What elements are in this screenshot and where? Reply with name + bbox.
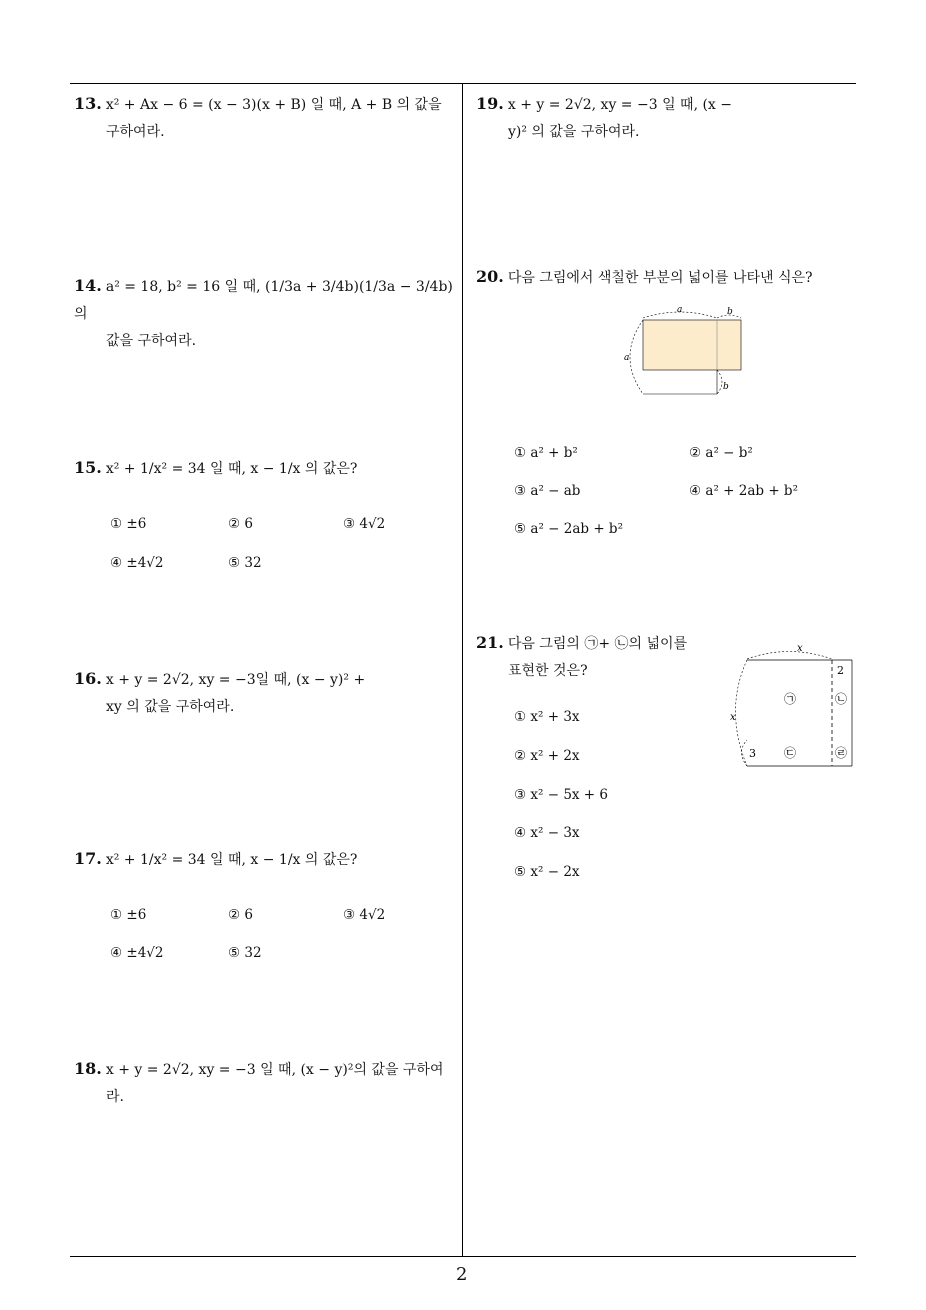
q20-figure bbox=[615, 300, 750, 400]
region-4: ㉣ bbox=[835, 746, 848, 760]
label-left: a bbox=[624, 353, 630, 363]
question-text: x + y = 2√2, xy = −3 일 때, (x − y)²의 값을 구하여 bbox=[105, 1062, 444, 1078]
label-bottom-left: 3 bbox=[749, 747, 756, 760]
question-text: x² + 1/x² = 34 일 때, x − 1/x 의 값은? bbox=[105, 461, 358, 477]
choice-4[interactable]: ④ ±4√2 bbox=[110, 945, 164, 961]
choice-4[interactable]: ④ x² − 3x bbox=[514, 825, 580, 841]
label-left: x bbox=[730, 712, 736, 723]
question-16 bbox=[74, 665, 458, 721]
region-3: ㉢ bbox=[784, 746, 797, 760]
question-number: 15. bbox=[74, 458, 102, 477]
choice-3[interactable]: ③ a² − ab bbox=[514, 483, 581, 499]
page-number: 2 bbox=[456, 1264, 468, 1285]
choice-1[interactable]: ① ±6 bbox=[110, 516, 147, 532]
question-15 bbox=[74, 454, 458, 483]
question-number: 21. bbox=[476, 633, 504, 652]
question-text: x + y = 2√2, xy = −3 일 때, (x − bbox=[507, 97, 733, 113]
left-brace bbox=[630, 320, 643, 394]
region-2: ㉡ bbox=[835, 692, 848, 706]
question-20 bbox=[476, 263, 858, 292]
label-top: a bbox=[677, 305, 683, 315]
choice-2[interactable]: ② x² + 2x bbox=[514, 748, 580, 764]
bottom-rule bbox=[70, 1256, 856, 1257]
choice-2[interactable]: ② 6 bbox=[228, 516, 253, 532]
label-bottom-right: b bbox=[723, 382, 729, 392]
top-brace bbox=[747, 652, 832, 660]
label-top-right: 2 bbox=[837, 664, 844, 677]
choice-5[interactable]: ⑤ a² − 2ab + b² bbox=[514, 521, 623, 537]
region-1: ㉠ bbox=[784, 692, 797, 706]
question-number: 14. bbox=[74, 276, 102, 295]
choice-1[interactable]: ① x² + 3x bbox=[514, 709, 580, 725]
choice-2[interactable]: ② 6 bbox=[228, 907, 253, 923]
question-number: 20. bbox=[476, 267, 504, 286]
question-text-cont: 값을 구하여라. bbox=[106, 333, 197, 349]
question-text: x² + 1/x² = 34 일 때, x − 1/x 의 값은? bbox=[105, 852, 358, 868]
question-17 bbox=[74, 845, 458, 874]
choice-5[interactable]: ⑤ x² − 2x bbox=[514, 864, 580, 880]
choice-3[interactable]: ③ 4√2 bbox=[343, 907, 386, 923]
top-rule bbox=[70, 83, 856, 84]
left-brace bbox=[736, 660, 748, 766]
question-text: a² = 18, b² = 16 일 때, (1/3a + 3/4b)(1/3a − 3/4b) 의 bbox=[74, 279, 453, 322]
question-text-cont: xy 의 값을 구하여라. bbox=[106, 699, 235, 715]
question-text-cont: 구하여라. bbox=[106, 124, 165, 140]
label-top: x bbox=[797, 643, 803, 654]
question-text: 다음 그림의 ㉠+ ㉡의 넓이를 bbox=[507, 636, 688, 652]
choice-2[interactable]: ② a² − b² bbox=[689, 445, 753, 461]
question-13 bbox=[74, 90, 458, 146]
choice-3[interactable]: ③ x² − 5x + 6 bbox=[514, 787, 608, 803]
column-divider bbox=[462, 83, 463, 1257]
question-14 bbox=[74, 272, 458, 355]
question-number: 16. bbox=[74, 669, 102, 688]
choice-5[interactable]: ⑤ 32 bbox=[228, 555, 262, 571]
shaded-region bbox=[643, 320, 741, 370]
q21-figure bbox=[722, 640, 857, 775]
question-text: 다음 그림에서 색칠한 부분의 넓이를 나타낸 식은? bbox=[507, 270, 813, 286]
label-top-right: b bbox=[727, 307, 733, 317]
choice-3[interactable]: ③ 4√2 bbox=[343, 516, 386, 532]
question-number: 13. bbox=[74, 94, 102, 113]
question-number: 18. bbox=[74, 1059, 102, 1078]
question-text-cont: 라. bbox=[106, 1089, 124, 1105]
question-number: 17. bbox=[74, 849, 102, 868]
question-text: x² + Ax − 6 = (x − 3)(x + B) 일 때, A + B 의 값을 bbox=[105, 97, 442, 113]
question-text-cont: y)² 의 값을 구하여라. bbox=[508, 124, 640, 140]
choice-4[interactable]: ④ ±4√2 bbox=[110, 555, 164, 571]
question-number: 19. bbox=[476, 94, 504, 113]
question-19 bbox=[476, 90, 858, 146]
question-21 bbox=[476, 629, 726, 685]
bottom-left-brace bbox=[742, 740, 748, 766]
choice-5[interactable]: ⑤ 32 bbox=[228, 945, 262, 961]
choice-1[interactable]: ① a² + b² bbox=[514, 445, 578, 461]
bottom-right-brace bbox=[717, 370, 722, 394]
question-text-cont: 표현한 것은? bbox=[508, 663, 588, 679]
choice-1[interactable]: ① ±6 bbox=[110, 907, 147, 923]
question-18 bbox=[74, 1055, 458, 1111]
choice-4[interactable]: ④ a² + 2ab + b² bbox=[689, 483, 798, 499]
question-text: x + y = 2√2, xy = −3일 때, (x − y)² + bbox=[105, 672, 366, 688]
